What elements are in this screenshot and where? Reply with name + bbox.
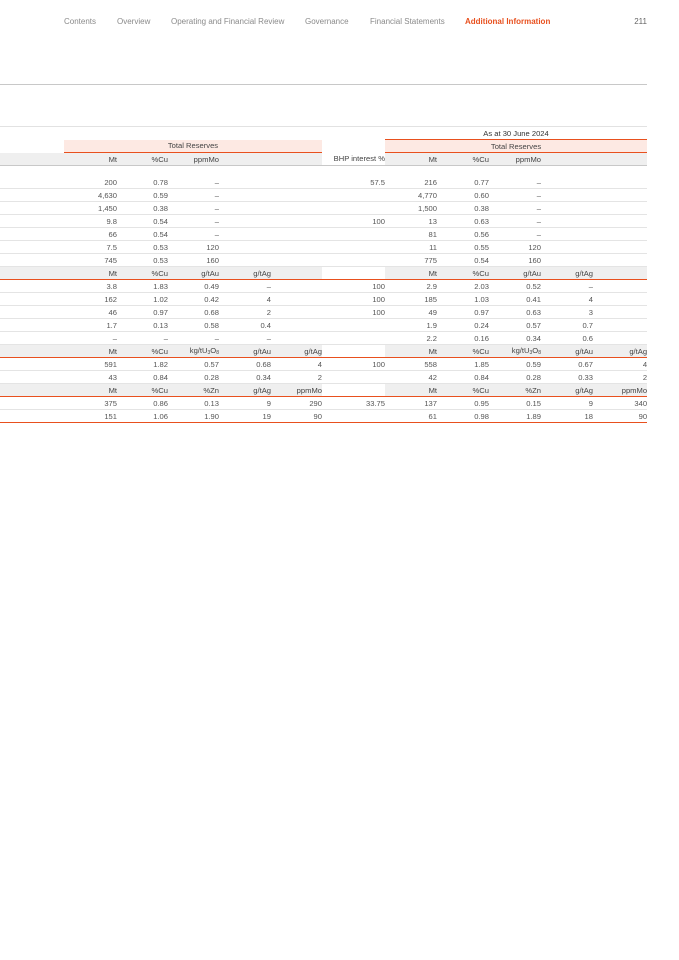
reserve-value-2025: 4 <box>271 358 322 371</box>
reserve-value-2025: 375 <box>64 397 117 410</box>
reserve-value-2025: 4,630 <box>64 189 117 202</box>
unit-header: ppmMo <box>168 153 219 166</box>
reserve-value-2025: 0.78 <box>117 176 168 189</box>
reserve-value-2024: 2.2 <box>385 332 437 345</box>
reserve-value-2024: 61 <box>385 410 437 423</box>
reserve-value-2024: – <box>489 228 541 241</box>
reserve-value-2025: 745 <box>64 254 117 267</box>
reserve-value-2024: – <box>489 202 541 215</box>
reserve-value-2025: 0.84 <box>117 371 168 384</box>
reserve-value-2025: 0.68 <box>219 358 271 371</box>
unit-header: %Cu <box>437 384 489 397</box>
reserve-value-2025: 19 <box>219 410 271 423</box>
reserve-value-2024: 0.77 <box>437 176 489 189</box>
unit-header: g/tAg <box>541 267 593 280</box>
row-label-cell <box>0 241 64 254</box>
blank-cell <box>0 140 64 153</box>
reserve-value-2025 <box>271 319 322 332</box>
reserve-value-2024: 0.57 <box>489 319 541 332</box>
table-row <box>0 280 647 293</box>
reserve-value-2025: – <box>168 228 219 241</box>
reserve-value-2025: 2 <box>219 306 271 319</box>
unit-header: g/tAu <box>219 345 271 358</box>
reserve-value-2025 <box>219 215 271 228</box>
unit-header: Mt <box>64 345 117 358</box>
reserve-value-2025: 0.57 <box>168 358 219 371</box>
reserve-value-2025: 0.42 <box>168 293 219 306</box>
reserve-value-2024 <box>593 319 647 332</box>
reserve-value-2024: 13 <box>385 215 437 228</box>
row-label-cell <box>0 176 64 189</box>
copper-reserves-table <box>0 126 647 423</box>
table-row <box>0 397 647 410</box>
reserve-value-2024 <box>593 228 647 241</box>
reserve-value-2024: 9 <box>541 397 593 410</box>
reserve-value-2024: 3 <box>541 306 593 319</box>
reserve-value-2024: 0.7 <box>541 319 593 332</box>
reserve-value-2024: 0.15 <box>489 397 541 410</box>
reserve-value-2024 <box>593 176 647 189</box>
reserve-value-2025 <box>219 202 271 215</box>
reserve-value-2025: 1.02 <box>117 293 168 306</box>
bhp-interest-value: 100 <box>322 280 385 293</box>
bhp-interest-value: 57.5 <box>322 176 385 189</box>
reserve-value-2024: 4 <box>593 358 647 371</box>
bhp-interest-value <box>322 254 385 267</box>
reserve-value-2024 <box>593 241 647 254</box>
unit-header: g/tAu <box>168 267 219 280</box>
reserve-value-2024: 0.59 <box>489 358 541 371</box>
table-row <box>0 241 647 254</box>
row-label-cell <box>0 410 64 423</box>
bhp-header-cell <box>322 267 385 280</box>
reserve-value-2025: 0.68 <box>168 306 219 319</box>
unit-header: %Cu <box>437 267 489 280</box>
bhp-interest-value <box>322 228 385 241</box>
unit-header: ppmMo <box>271 384 322 397</box>
table-row <box>0 176 647 189</box>
reserve-value-2024: 1,500 <box>385 202 437 215</box>
reserve-value-2024: 0.56 <box>437 228 489 241</box>
reserve-value-2024 <box>593 332 647 345</box>
table-row <box>0 332 647 345</box>
unit-header: %Zn <box>489 384 541 397</box>
blank-cell <box>0 127 385 140</box>
total-reserves-header: Total Reserves <box>385 140 647 153</box>
reserve-value-2024 <box>541 189 593 202</box>
header-divider <box>0 84 647 85</box>
reserve-value-2025: 0.34 <box>219 371 271 384</box>
reserve-value-2024: 0.95 <box>437 397 489 410</box>
unit-header <box>271 153 322 166</box>
table-row <box>0 371 647 384</box>
reserve-value-2024: 216 <box>385 176 437 189</box>
reserve-value-2024: 775 <box>385 254 437 267</box>
row-label-cell <box>0 397 64 410</box>
table-row <box>0 189 647 202</box>
unit-header: $kg/tU_3O_8$ <box>489 345 541 358</box>
unit-header: g/tAg <box>219 267 271 280</box>
unit-header: g/tAg <box>593 345 647 358</box>
reserve-value-2025: 1.82 <box>117 358 168 371</box>
unit-header: %Cu <box>437 345 489 358</box>
nav-link-additional-information[interactable]: Additional Information <box>465 17 551 26</box>
reserve-value-2025 <box>219 254 271 267</box>
table-row <box>0 306 647 319</box>
reserve-value-2024: – <box>541 280 593 293</box>
bhp-interest-value: 100 <box>322 215 385 228</box>
bhp-interest-value <box>322 410 385 423</box>
reserve-value-2025: – <box>117 332 168 345</box>
unit-header: Mt <box>385 384 437 397</box>
bhp-interest-value: 100 <box>322 293 385 306</box>
reserve-value-2024: 11 <box>385 241 437 254</box>
reserve-value-2025: – <box>168 176 219 189</box>
reserve-value-2025: 1.06 <box>117 410 168 423</box>
reserve-value-2025: 2 <box>271 371 322 384</box>
reserve-value-2025 <box>219 176 271 189</box>
reserve-value-2025 <box>219 241 271 254</box>
blank-cell <box>322 140 385 153</box>
reserve-value-2024: 0.38 <box>437 202 489 215</box>
reserve-value-2025: 43 <box>64 371 117 384</box>
reserve-value-2025: 1,450 <box>64 202 117 215</box>
reserve-value-2024 <box>593 280 647 293</box>
table-row <box>0 358 647 371</box>
reserve-value-2025: 1.7 <box>64 319 117 332</box>
reserve-value-2025 <box>271 228 322 241</box>
reserve-value-2025 <box>271 293 322 306</box>
reserve-value-2024: 0.84 <box>437 371 489 384</box>
nav-link-operating-and-financial-review[interactable]: Operating and Financial Review <box>171 17 285 26</box>
reserve-value-2024: 0.63 <box>437 215 489 228</box>
reserve-value-2024: 0.60 <box>437 189 489 202</box>
unit-header: g/tAg <box>219 384 271 397</box>
reserve-value-2025: 7.5 <box>64 241 117 254</box>
reserve-value-2025: 0.38 <box>117 202 168 215</box>
units-lead-cell <box>0 153 64 166</box>
reserve-value-2024 <box>593 254 647 267</box>
reserve-value-2024 <box>593 189 647 202</box>
reserve-value-2024: – <box>489 215 541 228</box>
reserve-value-2024: 0.41 <box>489 293 541 306</box>
reserve-value-2024: 18 <box>541 410 593 423</box>
row-label-cell <box>0 280 64 293</box>
reserve-value-2024 <box>541 254 593 267</box>
unit-header: %Cu <box>437 153 489 166</box>
reserve-value-2025 <box>271 202 322 215</box>
unit-header: g/tAg <box>541 384 593 397</box>
row-label-cell <box>0 371 64 384</box>
reserve-value-2025 <box>271 176 322 189</box>
reserve-value-2024 <box>541 202 593 215</box>
reserve-value-2024: – <box>489 189 541 202</box>
reserve-value-2024 <box>541 176 593 189</box>
reserve-value-2024: 1.89 <box>489 410 541 423</box>
reserve-value-2024 <box>541 241 593 254</box>
reserve-value-2025: – <box>168 189 219 202</box>
nav-link-overview[interactable]: Overview <box>117 17 151 26</box>
bhp-interest-value: 100 <box>322 358 385 371</box>
units-row <box>0 384 647 397</box>
reserve-value-2024: 137 <box>385 397 437 410</box>
reserve-value-2024: 2.03 <box>437 280 489 293</box>
reserve-value-2024: 0.24 <box>437 319 489 332</box>
nav-link-financial-statements[interactable]: Financial Statements <box>370 17 445 26</box>
reserve-value-2025: 1.83 <box>117 280 168 293</box>
reserve-value-2024: 0.6 <box>541 332 593 345</box>
reserve-value-2025: 9.8 <box>64 215 117 228</box>
reserve-value-2024: 49 <box>385 306 437 319</box>
row-label-cell <box>0 306 64 319</box>
bhp-interest-value: 33.75 <box>322 397 385 410</box>
reserve-value-2025 <box>271 254 322 267</box>
blank-cell <box>0 166 647 177</box>
reserve-value-2025 <box>271 332 322 345</box>
reserve-value-2025 <box>219 228 271 241</box>
bhp-interest-value <box>322 202 385 215</box>
reserve-value-2025: 120 <box>168 241 219 254</box>
reserve-value-2024: 120 <box>489 241 541 254</box>
reserve-value-2025: 591 <box>64 358 117 371</box>
bhp-interest-value <box>322 189 385 202</box>
units-row <box>0 267 647 280</box>
page-number: 211 <box>634 17 647 26</box>
row-label-cell <box>0 228 64 241</box>
unit-header: Mt <box>385 267 437 280</box>
reserve-value-2025: 1.90 <box>168 410 219 423</box>
unit-header: Mt <box>64 267 117 280</box>
bhp-header-cell <box>322 345 385 358</box>
unit-header: g/tAg <box>271 345 322 358</box>
reserve-value-2025 <box>271 306 322 319</box>
reserve-value-2024: 185 <box>385 293 437 306</box>
reserve-value-2025 <box>271 280 322 293</box>
unit-header: Mt <box>385 345 437 358</box>
bhp-interest-value <box>322 371 385 384</box>
unit-header: %Cu <box>117 153 168 166</box>
date-title: As at 30 June 2024 <box>385 127 647 140</box>
row-label-cell <box>0 319 64 332</box>
units-lead-cell <box>0 267 64 280</box>
bhp-interest-value <box>322 241 385 254</box>
reserve-value-2025: – <box>219 332 271 345</box>
reserve-value-2025: 0.97 <box>117 306 168 319</box>
reserve-value-2025: 66 <box>64 228 117 241</box>
row-label-cell <box>0 358 64 371</box>
row-label-cell <box>0 332 64 345</box>
reserve-value-2024: 2 <box>593 371 647 384</box>
reserve-value-2025 <box>271 241 322 254</box>
reserve-value-2025: 200 <box>64 176 117 189</box>
reserve-value-2024 <box>593 293 647 306</box>
reserve-value-2025: 0.49 <box>168 280 219 293</box>
reserve-value-2024: 0.33 <box>541 371 593 384</box>
reserve-value-2025: 0.54 <box>117 215 168 228</box>
reserve-value-2025: 0.53 <box>117 254 168 267</box>
reserve-value-2025: 0.54 <box>117 228 168 241</box>
reserve-value-2024: 0.52 <box>489 280 541 293</box>
row-label-cell <box>0 254 64 267</box>
reserve-value-2024: 0.28 <box>489 371 541 384</box>
table-row <box>0 228 647 241</box>
reserve-value-2025: 0.13 <box>117 319 168 332</box>
unit-header <box>271 267 322 280</box>
unit-header <box>541 153 593 166</box>
top-navigation <box>0 17 679 29</box>
total-reserves-header: Total Reserves <box>64 140 322 153</box>
reserve-value-2025: 151 <box>64 410 117 423</box>
reserve-value-2024: 90 <box>593 410 647 423</box>
reserve-value-2024: 1.85 <box>437 358 489 371</box>
spacer-row <box>0 166 647 177</box>
reserve-value-2024: – <box>489 176 541 189</box>
reserve-value-2025: 162 <box>64 293 117 306</box>
reserve-value-2024: 81 <box>385 228 437 241</box>
unit-header: Mt <box>64 384 117 397</box>
unit-header: $kg/tU_3O_8$ <box>168 345 219 358</box>
group-header-row <box>0 140 647 153</box>
unit-header: %Cu <box>117 267 168 280</box>
bhp-interest-header: BHP interest % <box>322 153 385 166</box>
reserve-value-2024: 160 <box>489 254 541 267</box>
row-label-cell <box>0 202 64 215</box>
bhp-interest-value <box>322 332 385 345</box>
reserve-value-2024 <box>593 202 647 215</box>
unit-header: %Cu <box>117 384 168 397</box>
reserve-value-2024: 0.55 <box>437 241 489 254</box>
units-row <box>0 153 647 166</box>
reserve-value-2025 <box>271 215 322 228</box>
nav-link-governance[interactable]: Governance <box>305 17 349 26</box>
unit-header: %Zn <box>168 384 219 397</box>
reserve-value-2025: 0.58 <box>168 319 219 332</box>
reserve-value-2024: 4,770 <box>385 189 437 202</box>
unit-header: Mt <box>64 153 117 166</box>
reserve-value-2025: 0.28 <box>168 371 219 384</box>
bhp-interest-value: 100 <box>322 306 385 319</box>
unit-header <box>593 267 647 280</box>
reserve-value-2025: 9 <box>219 397 271 410</box>
reserve-value-2025: – <box>64 332 117 345</box>
table-row <box>0 254 647 267</box>
reserve-value-2025: 290 <box>271 397 322 410</box>
reserve-value-2025: 0.13 <box>168 397 219 410</box>
reserve-value-2024: 2.9 <box>385 280 437 293</box>
unit-header: g/tAu <box>541 345 593 358</box>
unit-header: g/tAu <box>489 267 541 280</box>
reserve-value-2024: 340 <box>593 397 647 410</box>
reserve-value-2024: 0.97 <box>437 306 489 319</box>
reserve-value-2024: 0.67 <box>541 358 593 371</box>
unit-header: ppmMo <box>593 384 647 397</box>
reserve-value-2024: 4 <box>541 293 593 306</box>
units-lead-cell <box>0 345 64 358</box>
units-row <box>0 345 647 358</box>
bhp-interest-value <box>322 319 385 332</box>
date-header-row <box>0 127 647 140</box>
reserve-value-2025: 0.4 <box>219 319 271 332</box>
reserve-value-2024: 0.98 <box>437 410 489 423</box>
reserve-value-2024 <box>541 215 593 228</box>
units-lead-cell <box>0 384 64 397</box>
reserve-value-2025: – <box>168 202 219 215</box>
reserve-value-2025: 3.8 <box>64 280 117 293</box>
reserve-value-2024: 558 <box>385 358 437 371</box>
reserve-value-2024 <box>541 228 593 241</box>
unit-header: %Cu <box>117 345 168 358</box>
reserve-value-2025: 0.59 <box>117 189 168 202</box>
reserve-value-2025: 90 <box>271 410 322 423</box>
reserve-value-2024 <box>593 215 647 228</box>
table-row <box>0 202 647 215</box>
unit-header <box>219 153 271 166</box>
table-row <box>0 293 647 306</box>
bhp-header-cell <box>322 384 385 397</box>
unit-header: Mt <box>385 153 437 166</box>
reserve-value-2024: 0.54 <box>437 254 489 267</box>
reserve-value-2024 <box>593 306 647 319</box>
reserve-value-2024: 0.16 <box>437 332 489 345</box>
reserve-value-2025: – <box>168 332 219 345</box>
reserve-value-2025: 0.86 <box>117 397 168 410</box>
unit-header <box>593 153 647 166</box>
table-row <box>0 410 647 423</box>
row-label-cell <box>0 215 64 228</box>
reserve-value-2024: 1.03 <box>437 293 489 306</box>
reserve-value-2024: 0.34 <box>489 332 541 345</box>
reserve-value-2025: 46 <box>64 306 117 319</box>
nav-link-contents[interactable]: Contents <box>64 17 97 26</box>
reserve-value-2025: 160 <box>168 254 219 267</box>
reserve-value-2024: 0.63 <box>489 306 541 319</box>
reserve-value-2025 <box>271 189 322 202</box>
reserve-value-2024: 42 <box>385 371 437 384</box>
row-label-cell <box>0 293 64 306</box>
reserve-value-2025: – <box>219 280 271 293</box>
reserve-value-2025: 4 <box>219 293 271 306</box>
reserve-value-2025 <box>219 189 271 202</box>
table-row <box>0 215 647 228</box>
table-row <box>0 319 647 332</box>
reserve-value-2024: 1.9 <box>385 319 437 332</box>
reserve-value-2025: – <box>168 215 219 228</box>
reserve-value-2025: 0.53 <box>117 241 168 254</box>
unit-header: ppmMo <box>489 153 541 166</box>
row-label-cell <box>0 189 64 202</box>
